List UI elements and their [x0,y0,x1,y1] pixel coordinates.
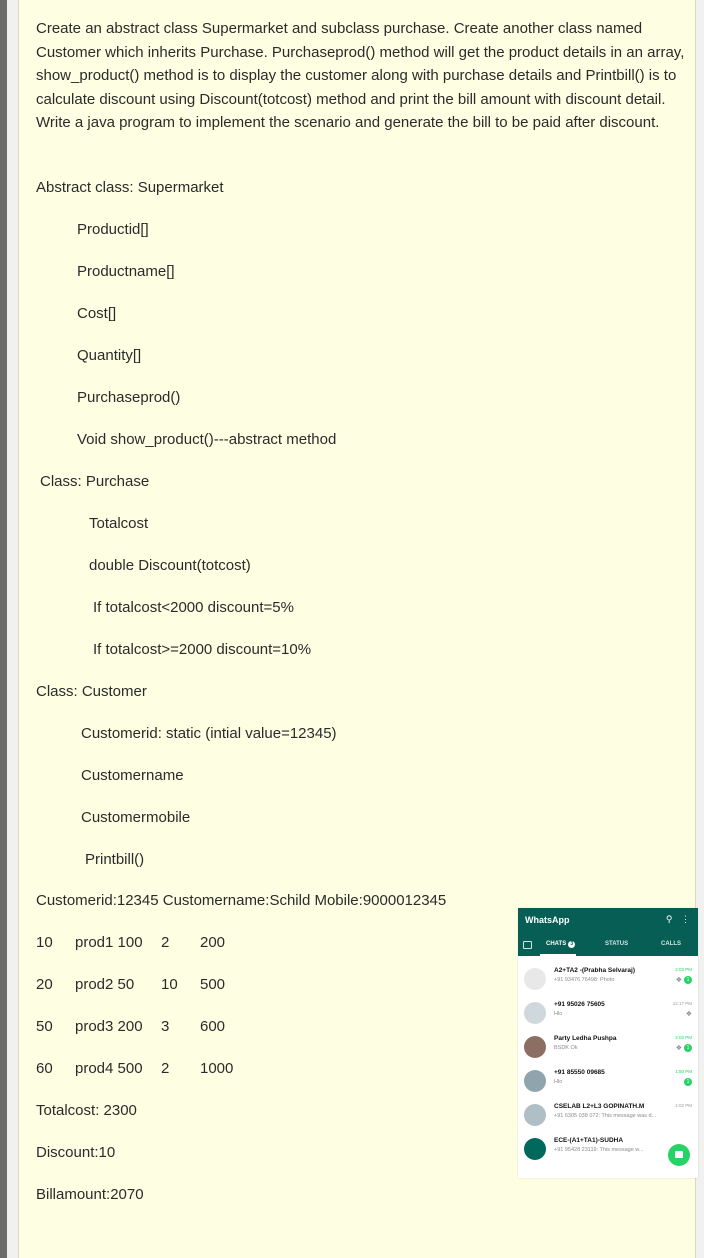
supermarket-member: Cost[] [77,305,117,322]
pin-icon: ❖ [675,977,682,984]
supermarket-member: Productname[] [77,263,175,280]
purchase-member: double Discount(totcost) [89,557,251,574]
avatar [524,968,546,990]
chat-time: 2:02 PM [675,1035,692,1040]
whatsapp-screenshot [518,908,698,1178]
chats-badge: 3 [568,941,575,948]
row-product: prod4 500 [75,1060,143,1077]
active-tab-indicator [540,954,576,956]
chat-time: 1:02 PM [675,1103,692,1108]
row-product: prod3 200 [75,1018,143,1035]
row-amount: 500 [200,976,226,993]
row-qty: 3 [161,1018,170,1035]
purchase-member: Totalcost [89,515,149,532]
row-product: prod2 50 [75,976,135,993]
whatsapp-title: WhatsApp [525,915,570,925]
pin-icon: ❖ [675,1045,682,1052]
unread-count: 1 [684,976,692,984]
chat-row[interactable] [518,996,698,1030]
tab-status[interactable]: STATUS [605,941,629,947]
supermarket-member: Quantity[] [77,347,142,364]
row-amount: 200 [200,934,226,951]
chat-message: +91 95428 23119: This message w... [554,1147,644,1153]
chat-row[interactable] [518,962,698,996]
search-icon[interactable]: ⚲ [665,914,673,924]
supermarket-member: Productid[] [77,221,149,238]
row-id: 10 [36,934,53,951]
chat-name: +91 95026 75605 [554,1001,605,1008]
row-id: 20 [36,976,53,993]
chat-name: Party Ledha Pushpa [554,1035,617,1042]
left-border [0,0,7,1258]
customer-member: Customermobile [81,809,191,826]
row-qty: 2 [161,934,170,951]
avatar [524,1002,546,1024]
chat-name: +91 85550 09685 [554,1069,605,1076]
message-icon [675,1151,683,1158]
question-text: Create an abstract class Supermarket and subclass purchase. Create another class named Customer which inherits Purchase. Purchaseprod() method will get the product details in an array, show_product() method is to display the customer along with purchase details and Printbill() is to calculate discount using Discount(totcost) method and print the bill amount with discount detail. Write a java program to implement the scenario and generate the bill to be paid after discount. [36,20,685,132]
whatsapp-tabs [518,938,698,956]
discount-line: Discount:10 [36,1144,116,1161]
chat-message: Hlo [554,1011,563,1017]
chat-row[interactable] [518,1030,698,1064]
group-avatar [524,1104,546,1126]
row-id: 60 [36,1060,53,1077]
purchase-heading: Class: Purchase [40,473,150,490]
tab-chats[interactable]: CHATS 3 [546,941,575,948]
chat-message: +91 93476 76498: Photo [554,977,615,983]
chat-message: Hlo [554,1079,563,1085]
purchase-member: If totalcost>=2000 discount=10% [93,641,312,658]
unread-count: 1 [684,1078,692,1086]
supermarket-member: Purchaseprod() [77,389,181,406]
tab-calls[interactable]: CALLS [661,941,681,947]
more-options-icon[interactable]: ⋮ [681,914,690,924]
chat-name: ECE-(A1+TA1)-SUDHA [554,1137,624,1144]
whatsapp-header [518,908,698,956]
camera-icon[interactable] [523,941,532,949]
chat-time: 12:17 PM [672,1001,692,1006]
row-product: prod1 100 [75,934,143,951]
supermarket-member: Void show_product()---abstract method [77,431,337,448]
unread-count: 1 [684,1044,692,1052]
new-chat-button[interactable] [668,1144,690,1166]
row-qty: 2 [161,1060,170,1077]
billamount-line: Billamount:2070 [36,1186,144,1203]
chat-message: BSDK Ok [554,1045,578,1051]
chat-time: 1:50 PM [675,1069,692,1074]
chat-name: A2+TA2 -(Prabha Selvaraj) [554,967,635,974]
supermarket-heading: Abstract class: Supermarket [36,179,224,196]
totalcost-line: Totalcost: 2300 [36,1102,137,1119]
output-header: Customerid:12345 Customername:Schild Mobile:9000012345 [36,892,447,909]
chat-message: +91 6305 038 072: This message was d... [554,1113,657,1119]
row-qty: 10 [161,976,178,993]
row-id: 50 [36,1018,53,1035]
group-avatar [524,1138,546,1160]
avatar [524,1070,546,1092]
customer-member: Customername [81,767,184,784]
customer-heading: Class: Customer [36,683,147,700]
customer-member: Printbill() [85,851,145,868]
chat-name: CSELAB L2+L3 GOPINATH.M [554,1103,645,1110]
purchase-member: If totalcost<2000 discount=5% [93,599,294,616]
avatar [524,1036,546,1058]
row-amount: 600 [200,1018,226,1035]
chat-time: 2:03 PM [675,967,692,972]
row-amount: 1000 [200,1060,234,1077]
customer-member: Customerid: static (intial value=12345) [81,725,337,742]
pin-icon: ❖ [685,1011,692,1018]
chat-row[interactable] [518,1064,698,1098]
chat-row[interactable] [518,1098,698,1132]
